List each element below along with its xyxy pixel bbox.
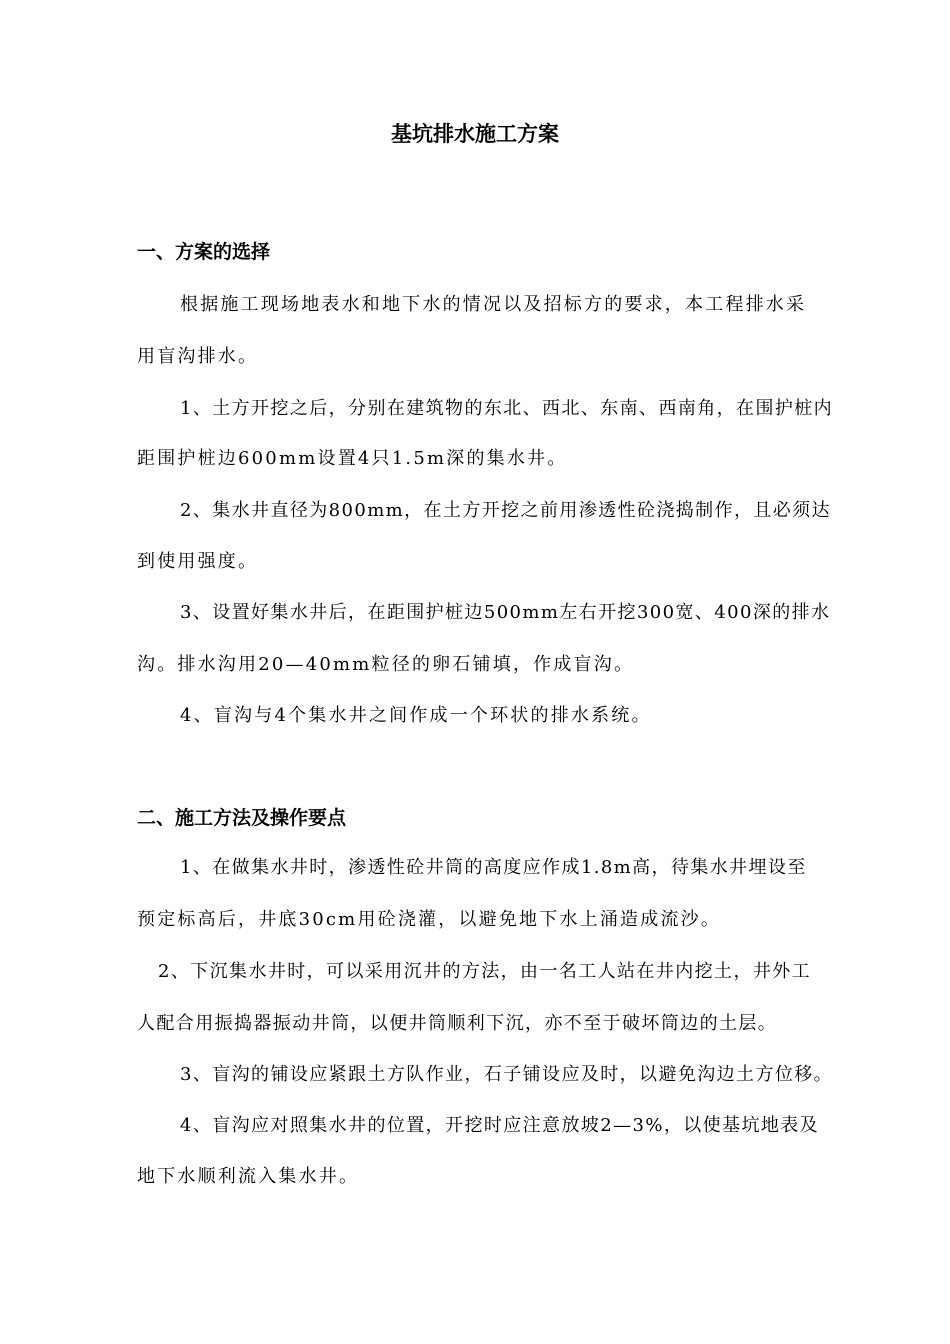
paragraph-line: 地下水顺利流入集水井。 — [137, 1166, 360, 1187]
paragraph-line: 4、盲沟应对照集水井的位置，开挖时应注意放坡2—3%，以使基坑地表及 — [180, 1115, 820, 1136]
paragraph-line: 2、集水井直径为800mm，在土方开挖之前用渗透性砼浇捣制作，且必须达 — [180, 500, 831, 521]
paragraph-line: 3、盲沟的铺设应紧跟土方队作业，石子铺设应及时，以避免沟边土方位移。 — [180, 1064, 834, 1085]
paragraph-line: 4、盲沟与4个集水井之间作成一个环状的排水系统。 — [180, 705, 652, 726]
paragraph-line: 根据施工现场地表水和地下水的情况以及招标方的要求，本工程排水采 — [180, 294, 807, 315]
paragraph-line: 人配合用振捣器振动井筒，以便井筒顺利下沉，亦不至于破坏筒边的土层。 — [137, 1013, 778, 1034]
paragraph-line: 沟。排水沟用20—40mm粒径的卵石铺填，作成盲沟。 — [137, 654, 635, 675]
paragraph-line: 距围护桩边600mm设置4只1.5m深的集水井。 — [137, 448, 568, 469]
document-title: 基坑排水施工方案 — [391, 122, 559, 146]
paragraph-line: 2、下沉集水井时，可以采用沉井的方法，由一名工人站在井内挖土，井外工 — [158, 961, 812, 982]
paragraph-line: 3、设置好集水井后，在距围护桩边500mm左右开挖300宽、400深的排水 — [180, 602, 831, 623]
paragraph-line: 预定标高后，井底30cm用砼浇灌，以避免地下水上涌造成流沙。 — [137, 909, 722, 930]
paragraph-line: 1、土方开挖之后，分别在建筑物的东北、西北、东南、西南角，在围护桩内 — [180, 398, 834, 419]
paragraph-line: 用盲沟排水。 — [137, 346, 259, 367]
section-heading-1: 一、方案的选择 — [137, 241, 271, 263]
paragraph-line: 1、在做集水井时，渗透性砼井筒的高度应作成1.8m高，待集水井埋设至 — [180, 857, 807, 878]
paragraph-line: 到使用强度。 — [137, 551, 259, 572]
section-heading-2: 二、施工方法及操作要点 — [137, 807, 347, 829]
